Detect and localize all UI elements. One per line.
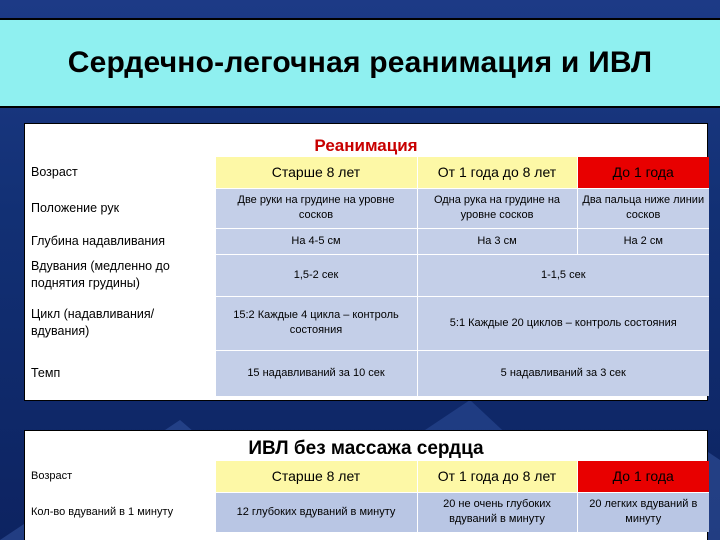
resuscitation-table	[25, 157, 709, 396]
age-label: Возраст	[31, 164, 78, 179]
col-1-to-8: От 1 года до 8 лет	[417, 461, 577, 492]
title-bar	[0, 18, 720, 108]
cell: 5 надавливаний за 3 сек	[417, 350, 709, 396]
page-title: Сердечно-легочная реанимация и ИВЛ	[67, 46, 653, 79]
col-over-8: Старше 8 лет	[215, 461, 417, 492]
cell: 1-1,5 сек	[417, 254, 709, 296]
cell: Одна рука на грудине на уровне сосков	[417, 188, 577, 228]
row-label: Кол-во вдуваний в 1 минуту	[25, 492, 215, 532]
row-label: Темп	[25, 350, 215, 396]
age-label: Возраст	[31, 469, 73, 482]
cell: 1,5-2 сек	[215, 254, 417, 296]
table-row	[25, 188, 709, 228]
col-over-8: Старше 8 лет	[215, 157, 417, 188]
table-row	[25, 492, 709, 532]
cell: 5:1 Каждые 20 циклов – контроль состояния	[417, 296, 709, 350]
cell: Две руки на грудине на уровне сосков	[215, 188, 417, 228]
cell: На 3 см	[417, 228, 577, 254]
cell: 15:2 Каждые 4 цикла – контроль состояния	[215, 296, 417, 350]
cell: Два пальца ниже линии сосков	[577, 188, 709, 228]
cell: 15 надавливаний за 10 сек	[215, 350, 417, 396]
table-row	[25, 254, 709, 296]
row-label: Вдувания (медленно до поднятия грудины)	[25, 254, 215, 296]
col-under-1: До 1 года	[577, 157, 709, 188]
ventilation-table	[25, 461, 709, 532]
cell: 12 глубоких вдуваний в минуту	[215, 492, 417, 532]
col-1-to-8: От 1 года до 8 лет	[417, 157, 577, 188]
row-label: Глубина надавливания	[25, 228, 215, 254]
row-label: Цикл (надавливания/вдувания)	[25, 296, 215, 350]
cell: 20 не очень глубоких вдуваний в минуту	[417, 492, 577, 532]
cell: На 4-5 см	[215, 228, 417, 254]
ventilation-panel	[24, 430, 708, 540]
cell: 20 легких вдуваний в минуту	[577, 492, 709, 532]
table-row	[25, 228, 709, 254]
cell: На 2 см	[577, 228, 709, 254]
table-row	[25, 296, 709, 350]
table-header-row	[25, 157, 709, 188]
row-label: Положение рук	[25, 188, 215, 228]
table-header-row	[25, 461, 709, 492]
resuscitation-heading: Реанимация	[314, 136, 418, 155]
ventilation-heading: ИВЛ без массажа сердца	[248, 438, 484, 459]
col-under-1: До 1 года	[577, 461, 709, 492]
resuscitation-panel	[24, 123, 708, 401]
table-row	[25, 350, 709, 396]
